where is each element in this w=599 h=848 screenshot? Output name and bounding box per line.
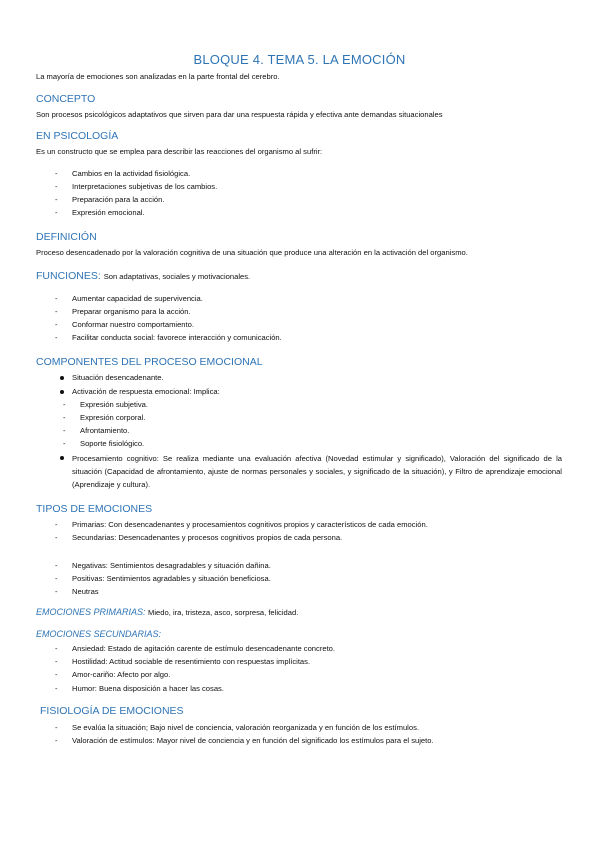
heading-tipos: TIPOS DE EMOCIONES <box>36 503 153 515</box>
list-item: Valoración de estímulos: Mayor nivel de conciencia y en función del significado los estímulos para el sujeto. <box>72 736 434 745</box>
list-item: Ansiedad: Estado de agitación carente de estímulo desencadenante concreto. <box>72 644 336 653</box>
concepto-text: Son procesos psicológicos adaptativos que sirven para dar una respuesta rápida y efectiva ante demandas situacionales <box>36 110 443 119</box>
sub-list-item: Expresión subjetiva. <box>80 400 148 409</box>
list-dash: - <box>55 561 58 570</box>
list-item: Cambios en la actividad fisiológica. <box>72 169 191 178</box>
list-item: Positivas: Sentimientos agradables y situación beneficiosa. <box>72 574 271 583</box>
funciones-inline-text: Son adaptativas, sociales y motivacionales. <box>103 272 251 281</box>
list-dash: - <box>55 670 58 679</box>
list-item: Secundarias: Desencadenantes y procesos cognitivos propios de cada persona. <box>72 533 343 542</box>
sub-list-item: Expresión corporal. <box>80 413 146 422</box>
heading-psicologia: EN PSICOLOGÍA <box>36 130 119 142</box>
heading-concepto: CONCEPTO <box>36 93 96 105</box>
list-dash: - <box>55 333 58 342</box>
list-item: Procesamiento cognitivo: Se realiza mediante una evaluación afectiva (Novedad estimular y significado), Valoración del significado de la situación (Capacidad de afrontamiento, ajuste de normas personales y sociales, y significado de la situación), y Filtro de aprendizaje emocional (Aprendizaje y cultura). <box>72 454 562 490</box>
list-dash: - <box>55 533 58 542</box>
sub-list-item: Afrontamiento. <box>80 426 130 435</box>
list-item: Facilitar conducta social: favorece interacción y comunicación. <box>72 333 282 342</box>
list-item: Conformar nuestro comportamiento. <box>72 320 194 329</box>
primarias-heading-label: EMOCIONES PRIMARIAS: <box>36 607 146 617</box>
list-item: Humor: Buena disposición a hacer las cosas. <box>72 684 224 693</box>
list-item: Negativas: Sentimientos desagradables y situación dañina. <box>72 561 271 570</box>
list-dash: - <box>55 684 58 693</box>
list-item: Expresión emocional. <box>72 208 145 217</box>
page-title: BLOQUE 4. TEMA 5. LA EMOCIÓN <box>193 52 406 67</box>
list-item: Amor-cariño: Afecto por algo. <box>72 670 171 679</box>
heading-secundarias: EMOCIONES SECUNDARIAS: <box>36 629 162 639</box>
list-dash: - <box>55 644 58 653</box>
list-item: Se evalúa la situación; Bajo nivel de conciencia, valoración reorganizada y en función de los estímulos. <box>72 723 419 732</box>
heading-fisiologia: FISIOLOGÍA DE EMOCIONES <box>40 705 184 717</box>
sub-list-item: Soporte fisiológico. <box>80 439 145 448</box>
list-dash: - <box>55 520 58 529</box>
list-dash: - <box>55 294 58 303</box>
list-dash: - <box>55 723 58 732</box>
psicologia-text: Es un constructo que se emplea para describir las reacciones del organismo al sufrir: <box>36 147 323 156</box>
list-dash: - <box>55 169 58 178</box>
list-dash: - <box>55 574 58 583</box>
list-item: Preparar organismo para la acción. <box>72 307 191 316</box>
primarias-inline-text: Miedo, ira, tristeza, asco, sorpresa, felicidad. <box>148 608 299 617</box>
list-dash: - <box>63 426 66 435</box>
intro-text: La mayoría de emociones son analizadas en la parte frontal del cerebro. <box>36 72 280 81</box>
definicion-text: Proceso desencadenado por la valoración cognitiva de una situación que produce una alteración en la activación del organismo. <box>36 248 468 257</box>
heading-definicion: DEFINICIÓN <box>36 231 97 243</box>
list-item: Neutras <box>72 587 99 596</box>
heading-primarias <box>36 607 298 617</box>
list-dash: - <box>55 208 58 217</box>
heading-funciones <box>36 270 250 282</box>
list-item: Hostilidad: Actitud sociable de resentimiento con respuestas implícitas. <box>72 657 311 666</box>
bullet-dot <box>60 390 64 394</box>
list-dash: - <box>63 439 66 448</box>
list-dash: - <box>63 400 66 409</box>
list-dash: - <box>55 182 58 191</box>
list-item: Primarias: Con desencadenantes y procesamientos cognitivos propios y característicos de cada emoción. <box>72 520 428 529</box>
list-dash: - <box>55 657 58 666</box>
list-item: Situación desencadenante. <box>72 373 164 382</box>
list-item: Activación de respuesta emocional: Implica: <box>72 387 220 396</box>
list-dash: - <box>55 736 58 745</box>
list-dash: - <box>55 195 58 204</box>
list-dash: - <box>55 320 58 329</box>
list-dash: - <box>55 307 58 316</box>
list-dash: - <box>63 413 66 422</box>
list-item: Aumentar capacidad de supervivencia. <box>72 294 203 303</box>
funciones-heading-label: FUNCIONES: <box>36 270 101 282</box>
list-item: Interpretaciones subjetivas de los cambios. <box>72 182 218 191</box>
bullet-dot <box>60 376 64 380</box>
list-item: Preparación para la acción. <box>72 195 165 204</box>
list-dash: - <box>55 587 58 596</box>
heading-componentes: COMPONENTES DEL PROCESO EMOCIONAL <box>36 356 263 368</box>
bullet-dot <box>60 456 64 460</box>
